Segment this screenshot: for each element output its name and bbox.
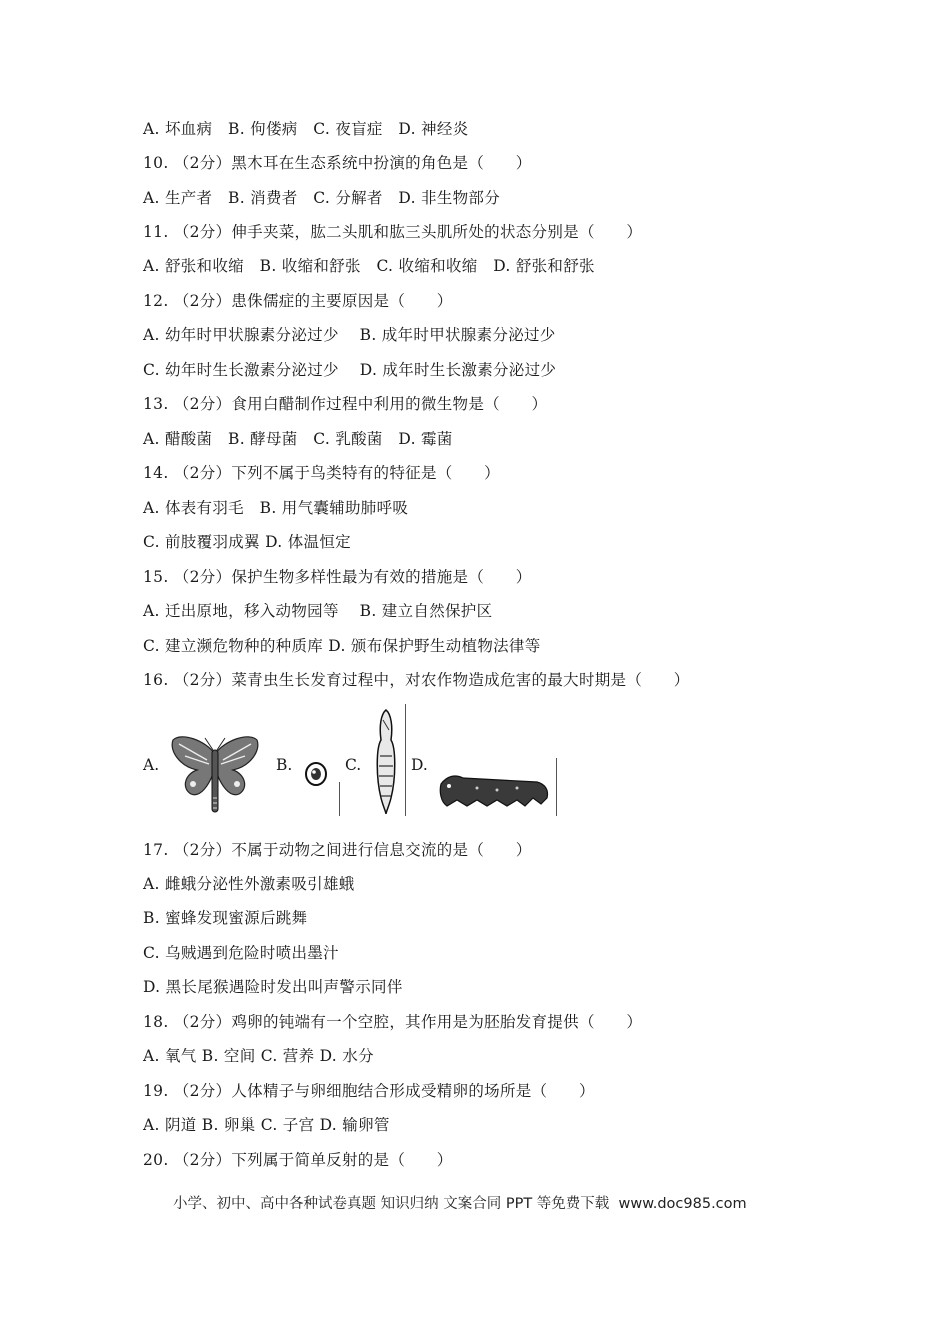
- q16-option-c-label: C.: [345, 756, 362, 774]
- q16-option-a-label: A.: [143, 756, 160, 774]
- q18-options: A. 氧气 B. 空间 C. 营养 D. 水分: [143, 1047, 374, 1065]
- q12-question: 12. （2分）患侏儒症的主要原因是（ ）: [143, 292, 453, 310]
- q14-options-ab: A. 体表有羽毛 B. 用气囊辅助肺呼吸: [143, 499, 409, 517]
- q15-options-ab: A. 迁出原地，移入动物园等 B. 建立自然保护区: [143, 602, 493, 620]
- q13-question: 13. （2分）食用白醋制作过程中利用的微生物是（ ）: [143, 395, 548, 413]
- q16-image-options: [143, 704, 573, 822]
- q17-question: 17. （2分）不属于动物之间进行信息交流的是（ ）: [143, 841, 532, 859]
- q19-options: A. 阴道 B. 卵巢 C. 子宫 D. 输卵管: [143, 1116, 390, 1134]
- q20-question: 20. （2分）下列属于简单反射的是（ ）: [143, 1151, 453, 1169]
- butterfly-icon: [167, 732, 263, 816]
- q15-question: 15. （2分）保护生物多样性最为有效的措施是（ ）: [143, 568, 532, 586]
- q15-options-cd: C. 建立濒危物种的种质库 D. 颁布保护野生动植物法律等: [143, 637, 541, 655]
- q16-option-d-label: D.: [411, 756, 428, 774]
- q10-options: A. 生产者 B. 消费者 C. 分解者 D. 非生物部分: [143, 189, 501, 207]
- pupa-icon: [371, 706, 401, 816]
- divider: [339, 782, 340, 816]
- caterpillar-icon: [437, 766, 551, 810]
- q16-question: 16. （2分）菜青虫生长发育过程中，对农作物造成危害的最大时期是（ ）: [143, 671, 690, 689]
- q17-option-a: A. 雌蛾分泌性外激素吸引雄蛾: [143, 875, 355, 893]
- q9-options: A. 坏血病 B. 佝偻病 C. 夜盲症 D. 神经炎: [143, 120, 469, 138]
- q10-question: 10. （2分）黑木耳在生态系统中扮演的角色是（ ）: [143, 154, 532, 172]
- q17-option-b: B. 蜜蜂发现蜜源后跳舞: [143, 909, 308, 927]
- q16-option-b-label: B.: [276, 756, 293, 774]
- q11-question: 11. （2分）伸手夹菜，肱二头肌和肱三头肌所处的状态分别是（ ）: [143, 223, 643, 241]
- page-footer: 小学、初中、高中各种试卷真题 知识归纳 文案合同 PPT 等免费下载 www.doc985.com: [173, 1196, 747, 1212]
- q11-options: A. 舒张和收缩 B. 收缩和舒张 C. 收缩和收缩 D. 舒张和舒张: [143, 257, 595, 275]
- q19-question: 19. （2分）人体精子与卵细胞结合形成受精卵的场所是（ ）: [143, 1082, 595, 1100]
- q12-options-cd: C. 幼年时生长激素分泌过少 D. 成年时生长激素分泌过少: [143, 361, 557, 379]
- q17-option-d: D. 黑长尾猴遇险时发出叫声警示同伴: [143, 978, 403, 996]
- q17-option-c: C. 乌贼遇到危险时喷出墨汁: [143, 944, 339, 962]
- q14-question: 14. （2分）下列不属于鸟类特有的特征是（ ）: [143, 464, 500, 482]
- q12-options-ab: A. 幼年时甲状腺素分泌过少 B. 成年时甲状腺素分泌过少: [143, 326, 556, 344]
- divider: [556, 758, 557, 816]
- divider: [405, 704, 406, 816]
- q18-question: 18. （2分）鸡卵的钝端有一个空腔，其作用是为胚胎发育提供（ ）: [143, 1013, 643, 1031]
- q13-options: A. 醋酸菌 B. 酵母菌 C. 乳酸菌 D. 霉菌: [143, 430, 453, 448]
- q14-options-cd: C. 前肢覆羽成翼 D. 体温恒定: [143, 533, 351, 551]
- egg-icon: [303, 760, 329, 788]
